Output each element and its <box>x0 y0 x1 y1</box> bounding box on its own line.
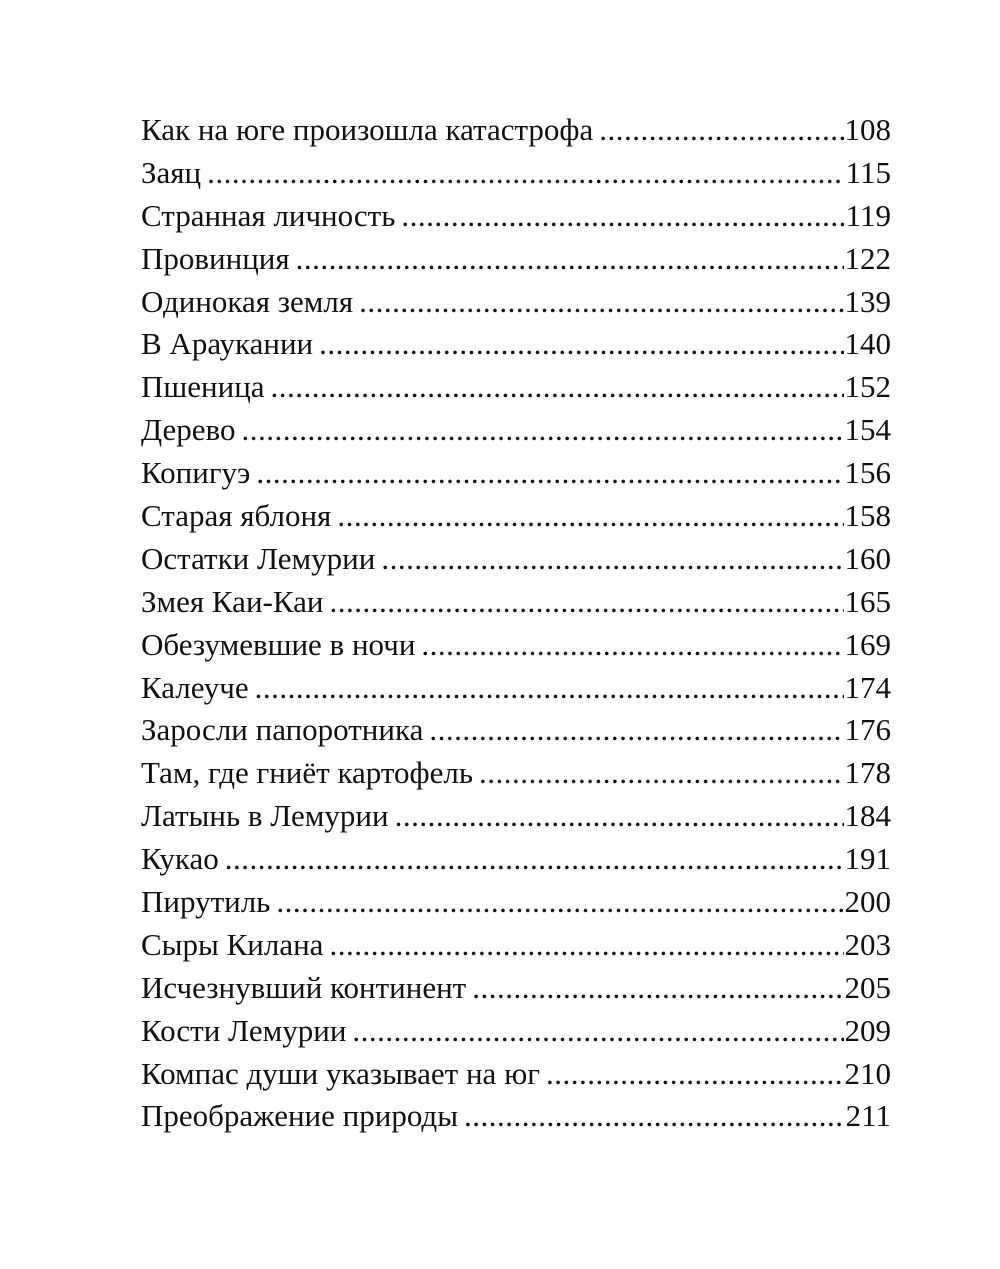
toc-entry-page-number: 122 <box>844 240 891 276</box>
toc-entry-title: Пшеница <box>141 369 265 405</box>
toc-entry-page-number: 205 <box>844 969 891 1005</box>
toc-dot-leader <box>421 624 843 667</box>
toc-dot-leader <box>352 1010 843 1053</box>
toc-entry <box>141 795 891 838</box>
toc-dot-leader <box>276 881 843 924</box>
toc-entry <box>141 152 891 195</box>
toc-dot-leader <box>319 323 843 366</box>
toc-entry-title: Заяц <box>141 154 202 190</box>
toc-entry <box>141 195 891 238</box>
toc-dot-leader <box>255 667 844 710</box>
toc-entry <box>141 323 891 366</box>
toc-entry-page-number: 165 <box>844 583 891 619</box>
toc-entry-page-number: 152 <box>844 369 891 405</box>
toc-entry-page-number: 160 <box>844 540 891 576</box>
toc-dot-leader <box>381 538 843 581</box>
toc-entry-page-number: 174 <box>844 669 891 705</box>
toc-entry-title: Как на юге произошла катастрофа <box>141 112 594 147</box>
toc-dot-leader <box>546 1053 844 1096</box>
toc-entry-page-number: 115 <box>845 154 891 190</box>
toc-entry-title: Заросли папоротника <box>141 712 424 748</box>
toc-dot-leader <box>479 752 844 795</box>
toc-entry-title: Пирутиль <box>141 884 271 920</box>
toc-entry <box>141 881 891 924</box>
toc-entry-page-number: 140 <box>844 326 891 362</box>
toc-entry <box>141 495 891 538</box>
toc-entry-title: Провинция <box>141 240 290 276</box>
toc-entry-title: Латынь в Лемурии <box>141 798 389 834</box>
toc-entry-page-number: 211 <box>845 1098 891 1134</box>
toc-entry-title: Компас души указывает на юг <box>141 1055 540 1091</box>
toc-dot-leader <box>401 195 844 238</box>
toc-entry-page-number: 154 <box>844 412 891 448</box>
toc-entry <box>141 1010 891 1053</box>
toc-entry-title: Старая яблоня <box>141 498 332 534</box>
toc-entry-title: Сыры Килана <box>141 926 324 962</box>
toc-entry-page-number: 139 <box>844 283 891 319</box>
toc-entry-page-number: 119 <box>845 197 891 233</box>
toc-dot-leader <box>464 1095 844 1138</box>
toc-entry-page-number: 203 <box>844 926 891 962</box>
toc-entry-page-number: 158 <box>844 498 891 534</box>
toc-entry <box>141 838 891 881</box>
toc-entry-title: Исчезнувший континент <box>141 969 467 1005</box>
toc-dot-leader <box>472 967 843 1010</box>
toc-entry-title: Обезумевшие в ночи <box>141 626 416 662</box>
toc-entry-page-number: 191 <box>844 841 891 877</box>
toc-entry-title: Странная личность <box>141 197 396 233</box>
toc-entry-page-number: 108 <box>844 112 891 147</box>
toc-entry-page-number: 184 <box>844 798 891 834</box>
table-of-contents <box>141 109 891 1138</box>
toc-entry <box>141 538 891 581</box>
toc-entry-page-number: 200 <box>844 884 891 920</box>
toc-entry <box>141 281 891 324</box>
toc-dot-leader <box>256 452 843 495</box>
toc-entry-page-number: 209 <box>844 1012 891 1048</box>
toc-entry-title: Змея Каи-Каи <box>141 583 324 619</box>
toc-dot-leader <box>359 281 843 324</box>
toc-entry <box>141 238 891 281</box>
toc-entry <box>141 967 891 1010</box>
toc-entry-title: Одинокая земля <box>141 283 354 319</box>
toc-entry <box>141 1053 891 1096</box>
toc-entry-title: Преображение природы <box>141 1098 459 1134</box>
toc-entry <box>141 581 891 624</box>
toc-entry-title: Остатки Лемурии <box>141 540 376 576</box>
toc-entry-title: Копигуэ <box>141 455 251 491</box>
toc-dot-leader <box>241 409 843 452</box>
toc-entry-title: Кости Лемурии <box>141 1012 347 1048</box>
toc-dot-leader <box>207 152 844 195</box>
toc-dot-leader <box>599 109 843 152</box>
toc-entry <box>141 109 891 152</box>
toc-entry-page-number: 210 <box>844 1055 891 1091</box>
toc-entry <box>141 752 891 795</box>
toc-entry-page-number: 176 <box>844 712 891 748</box>
toc-entry-title: Там, где гниёт картофель <box>141 755 473 791</box>
toc-entry <box>141 366 891 409</box>
toc-entry-page-number: 156 <box>844 455 891 491</box>
toc-entry <box>141 1095 891 1138</box>
toc-dot-leader <box>395 795 844 838</box>
toc-entry <box>141 924 891 967</box>
toc-entry-title: В Араукании <box>141 326 314 362</box>
toc-dot-leader <box>296 238 844 281</box>
toc-entry <box>141 409 891 452</box>
toc-entry-title: Кукао <box>141 841 219 877</box>
toc-entry-title: Калеуче <box>141 669 249 705</box>
toc-dot-leader <box>429 709 843 752</box>
toc-dot-leader <box>271 366 844 409</box>
toc-entry <box>141 624 891 667</box>
toc-dot-leader <box>225 838 844 881</box>
toc-entry <box>141 667 891 710</box>
toc-entry <box>141 709 891 752</box>
toc-dot-leader <box>337 495 843 538</box>
toc-dot-leader <box>329 924 843 967</box>
toc-entry <box>141 452 891 495</box>
toc-entry-title: Дерево <box>141 412 236 448</box>
toc-entry-page-number: 178 <box>844 755 891 791</box>
toc-entry-page-number: 169 <box>844 626 891 662</box>
toc-dot-leader <box>329 581 843 624</box>
